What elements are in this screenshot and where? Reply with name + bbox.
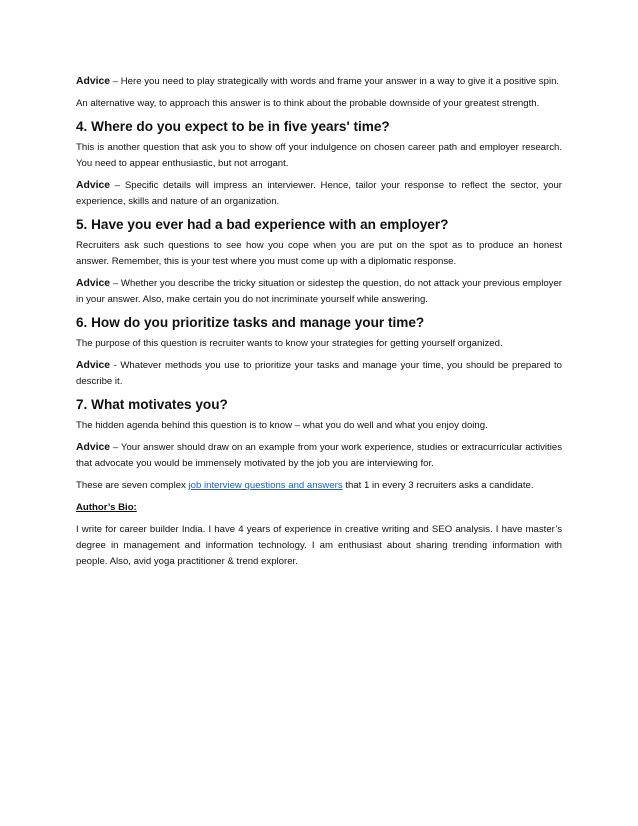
advice-label: Advice xyxy=(76,442,111,453)
advice-text: – Whether you describe the tricky situation or sidestep the question, do not attack your previous employer in your answer. Also, make certain you do not incriminate yourself while answering. xyxy=(76,278,562,305)
paragraph-question-7: The hidden agenda behind this question is to know – what you do well and what you enjoy doing. xyxy=(76,420,488,431)
advice-text: – Your answer should draw on an example from your work experience, studies or extracurricular activities that advocate you would be immensely motivated by the job you are interviewing for. xyxy=(76,442,562,469)
paragraph-advice-4 xyxy=(76,178,562,210)
paragraph-advice-6 xyxy=(76,358,562,390)
closing-text-after: that 1 in every 3 recruiters asks a candidate. xyxy=(342,480,534,491)
author-bio-heading: Author’s Bio: xyxy=(76,502,137,513)
heading-question-5: 5. Have you ever had a bad experience with an employer? xyxy=(76,217,449,232)
advice-label: Advice xyxy=(76,76,111,87)
paragraph-alternative: An alternative way, to approach this answer is to think about the probable downside of your greatest strength. xyxy=(76,98,540,109)
advice-label: Advice xyxy=(76,360,111,371)
heading-question-7: 7. What motivates you? xyxy=(76,397,228,412)
advice-text: - Whatever methods you use to prioritize your tasks and manage your time, you should be prepared to describe it. xyxy=(76,360,562,387)
closing-text-before: These are seven complex xyxy=(76,480,189,491)
advice-label: Advice xyxy=(76,180,111,191)
advice-label: Advice xyxy=(76,278,111,289)
heading-question-4: 4. Where do you expect to be in five years' time? xyxy=(76,119,390,134)
paragraph-closing xyxy=(76,478,562,494)
document-content xyxy=(76,74,562,576)
advice-text: – Specific details will impress an interviewer. Hence, tailor your response to reflect the sector, your experience, skills and nature of an organization. xyxy=(76,180,562,207)
job-interview-questions-link[interactable]: job interview questions and answers xyxy=(188,480,343,491)
author-bio-text: I write for career builder India. I have 4 years of experience in creative writing and SEO analysis. I have master’s degree in management and information technology. I am enthusiast about sharing trending information with people. Also, avid yoga practitioner & trend explorer. xyxy=(76,524,562,567)
advice-text: – Here you need to play strategically with words and frame your answer in a way to give it a positive spin. xyxy=(110,76,560,87)
paragraph-advice-7 xyxy=(76,440,562,472)
paragraph-advice-5 xyxy=(76,276,562,308)
paragraph-question-5: Recruiters ask such questions to see how you cope when you are put on the spot as to produce an honest answer. Remember, this is your test where you must come up with a diplomatic response. xyxy=(76,240,562,267)
paragraph-advice-3 xyxy=(76,74,562,90)
paragraph-question-6: The purpose of this question is recruiter wants to know your strategies for getting yourself organized. xyxy=(76,338,503,349)
heading-question-6: 6. How do you prioritize tasks and manage your time? xyxy=(76,315,425,330)
paragraph-question-4: This is another question that ask you to show off your indulgence on chosen career path and employer research. You need to appear enthusiastic, but not arrogant. xyxy=(76,142,562,169)
